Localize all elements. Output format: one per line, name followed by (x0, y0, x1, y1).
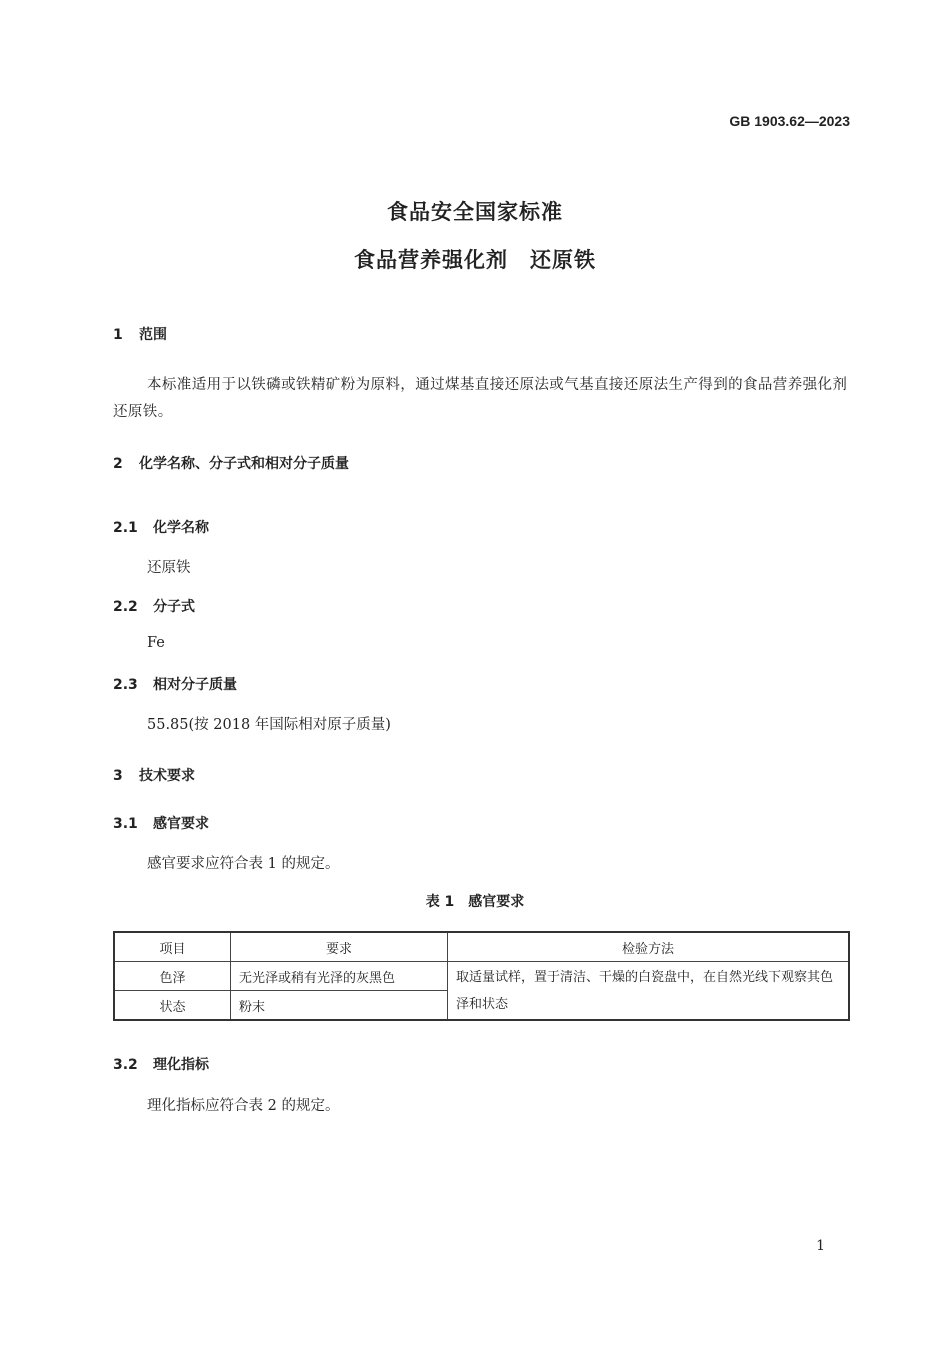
section-3-2-text: 理化指标应符合表 2 的规定。 (147, 1098, 340, 1114)
title-line-2: 食品营养强化剂 还原铁 (354, 248, 596, 272)
table-1 (113, 931, 850, 1021)
section-3-heading: 3 技术要求 (113, 768, 195, 784)
section-2-3-text: 55.85(按 2018 年国际相对原子质量) (147, 717, 391, 733)
section-2-1-heading: 2.1 化学名称 (113, 520, 209, 536)
page-number: 1 (816, 1238, 825, 1254)
standard-number: GB 1903.62—2023 (729, 113, 850, 129)
section-1-heading: 1 范围 (113, 327, 167, 343)
title-line-1: 食品安全国家标准 (387, 200, 563, 224)
requirement-cell: 粉末 (231, 991, 448, 1021)
section-3-2-heading: 3.2 理化指标 (113, 1057, 209, 1073)
item-cell: 色泽 (114, 962, 231, 991)
section-3-1-heading: 3.1 感官要求 (113, 816, 209, 832)
section-2-1-text: 还原铁 (147, 560, 191, 576)
section-2-2-text: Fe (147, 635, 165, 651)
section-2-heading: 2 化学名称、分子式和相对分子质量 (113, 456, 349, 472)
section-2-2-heading: 2.2 分子式 (113, 599, 195, 615)
item-cell: 状态 (114, 991, 231, 1021)
header-cell: 项目 (114, 932, 231, 962)
section-1-text: 本标准适用于以铁磷或铁精矿粉为原料，通过煤基直接还原法或气基直接还原法生产得到的食品营养强化剂还原铁。 (113, 377, 848, 420)
method-cell: 取适量试样，置于清洁、干燥的白瓷盘中，在自然光线下观察其色泽和状态 (448, 962, 850, 1021)
header-cell: 检验方法 (448, 932, 850, 962)
section-3-1-text: 感官要求应符合表 1 的规定。 (147, 856, 340, 872)
table-header-row (114, 932, 849, 962)
table-1-caption: 表 1 感官要求 (425, 894, 525, 910)
header-cell: 要求 (231, 932, 448, 962)
requirement-cell: 无光泽或稍有光泽的灰黑色 (231, 962, 448, 991)
section-2-3-heading: 2.3 相对分子质量 (113, 677, 237, 693)
table-row (114, 962, 849, 991)
